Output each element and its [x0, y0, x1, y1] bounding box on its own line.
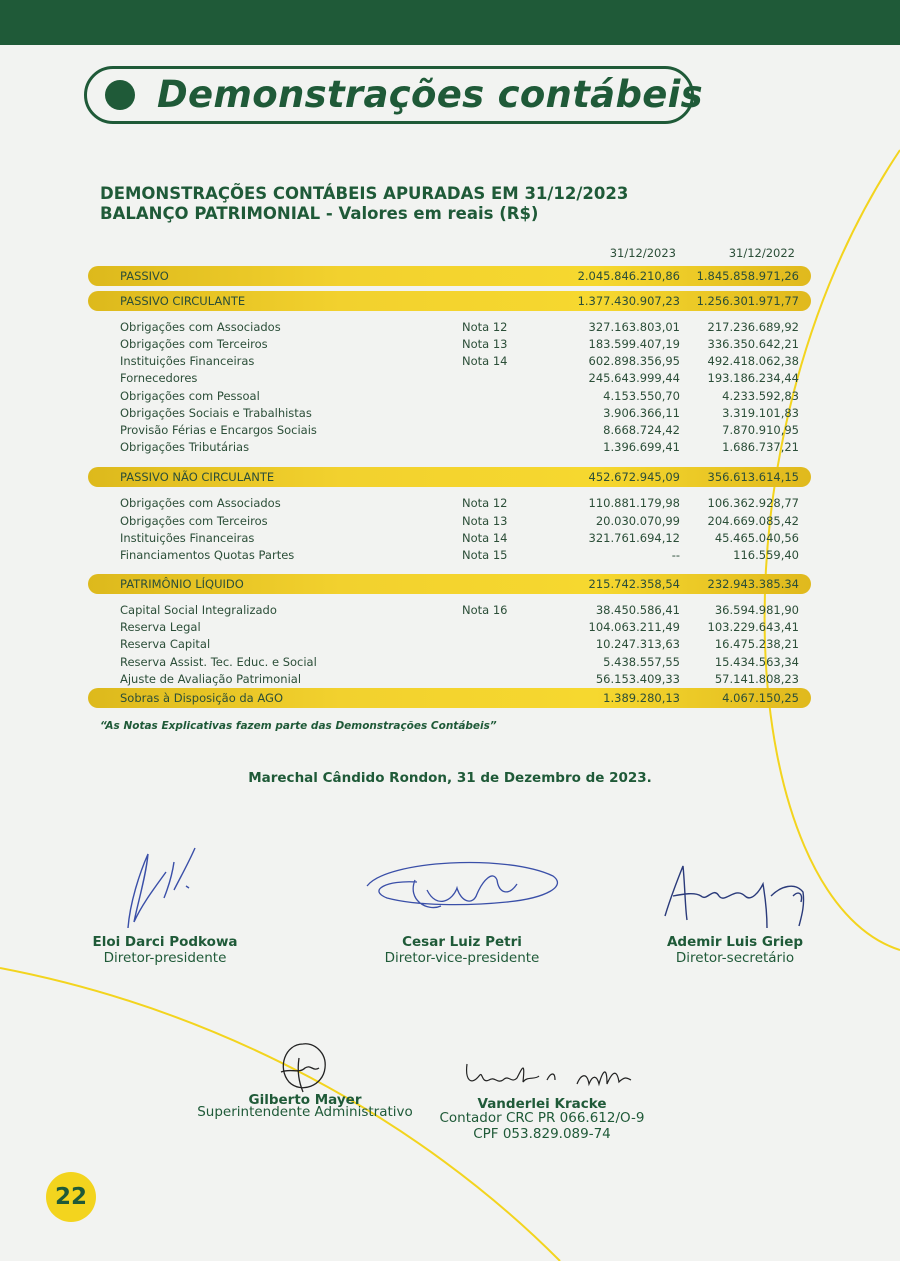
top-bar	[0, 0, 900, 45]
band-value-2023: 1.377.430.907,23	[577, 294, 680, 308]
row-value-2023: 4.153.550,70	[603, 389, 680, 403]
row-note: Nota 16	[462, 603, 508, 617]
table-row	[0, 354, 900, 371]
report-subheading: BALANÇO PATRIMONIAL - Valores em reais (R$)	[100, 204, 539, 223]
handwritten-signature-icon	[655, 856, 815, 934]
signature-block-president	[80, 842, 250, 966]
row-value-2023: 3.906.366,11	[603, 406, 680, 420]
table-row	[0, 514, 900, 531]
signatory-role: Diretor-presidente	[103, 950, 227, 966]
signatory-role: Diretor-secretário	[675, 950, 795, 966]
band-label: PASSIVO	[120, 269, 169, 283]
row-label: Obrigações Tributárias	[120, 440, 250, 454]
row-label: Instituições Financeiras	[120, 531, 255, 545]
row-label: Obrigações com Terceiros	[120, 337, 268, 351]
table-row	[0, 637, 900, 654]
handwritten-signature-icon	[357, 850, 567, 934]
section-band-sobras	[88, 688, 811, 708]
table-row	[0, 548, 900, 565]
row-value-2023: 10.247.313,63	[595, 637, 680, 651]
row-value-2023: 183.599.407,19	[588, 337, 680, 351]
band-label: PATRIMÔNIO LÍQUIDO	[120, 577, 244, 591]
footnote: “As Notas Explicativas fazem parte das Demonstrações Contábeis”	[100, 720, 497, 732]
row-value-2022: 45.465.040,56	[714, 531, 799, 545]
row-value-2023: 20.030.070,99	[595, 514, 680, 528]
handwritten-signature-icon	[447, 1056, 637, 1096]
row-value-2023: 110.881.179,98	[588, 496, 680, 510]
row-label: Obrigações com Terceiros	[120, 514, 268, 528]
signature-block-secretary	[640, 856, 830, 966]
row-value-2022: 7.870.910,95	[722, 423, 799, 437]
row-value-2023: 104.063.211,49	[588, 620, 680, 634]
row-value-2023: 245.643.999,44	[588, 371, 680, 385]
band-value-2023: 215.742.358,54	[588, 577, 680, 591]
row-value-2022: 204.669.085,42	[707, 514, 799, 528]
table-row	[0, 320, 900, 337]
band-value-2022: 4.067.150,25	[722, 691, 799, 705]
table-row	[0, 406, 900, 423]
row-value-2022: 36.594.981,90	[714, 603, 799, 617]
column-header-2023: 31/12/2023	[609, 246, 676, 260]
row-value-2022: 193.186.234,44	[707, 371, 799, 385]
row-label: Reserva Assist. Tec. Educ. e Social	[120, 655, 317, 669]
band-value-2022: 1.256.301.971,77	[696, 294, 799, 308]
table-row	[0, 672, 900, 689]
section-band-passivo	[88, 266, 811, 286]
signatory-cpf: CPF 053.829.089-74	[473, 1126, 611, 1142]
band-label: PASSIVO CIRCULANTE	[120, 294, 246, 308]
table-row	[0, 655, 900, 672]
row-label: Reserva Legal	[120, 620, 201, 634]
row-value-2022: 492.418.062,38	[707, 354, 799, 368]
report-heading: DEMONSTRAÇÕES CONTÁBEIS APURADAS EM 31/12/2023	[100, 184, 629, 203]
row-value-2023: 321.761.694,12	[588, 531, 680, 545]
row-note: Nota 14	[462, 354, 508, 368]
table-row	[0, 389, 900, 406]
band-value-2022: 356.613.614,15	[707, 470, 799, 484]
row-note: Nota 13	[462, 514, 508, 528]
band-value-2023: 2.045.846.210,86	[577, 269, 680, 283]
row-value-2023: 5.438.557,55	[603, 655, 680, 669]
handwritten-signature-icon	[100, 842, 230, 934]
row-value-2022: 57.141.808,23	[714, 672, 799, 686]
signatory-name: Eloi Darci Podkowa	[92, 934, 238, 950]
table-row	[0, 496, 900, 513]
signatory-name: Vanderlei Kracke	[477, 1096, 607, 1112]
row-note: Nota 12	[462, 320, 508, 334]
row-value-2022: 16.475.238,21	[714, 637, 799, 651]
row-value-2023: 8.668.724,42	[603, 423, 680, 437]
row-value-2022: 217.236.689,92	[707, 320, 799, 334]
page-title-pill	[84, 66, 703, 124]
signatory-role: Contador CRC PR 066.612/O-9	[439, 1110, 645, 1126]
signature-block-vice-president	[337, 850, 587, 966]
row-value-2022: 15.434.563,34	[714, 655, 799, 669]
row-value-2023: 38.450.586,41	[595, 603, 680, 617]
band-label: Sobras à Disposição da AGO	[120, 691, 284, 705]
band-value-2022: 1.845.858.971,26	[696, 269, 799, 283]
row-value-2022: 106.362.928,77	[707, 496, 799, 510]
row-note: Nota 14	[462, 531, 508, 545]
signature-block-accountant	[432, 1056, 652, 1142]
section-band-passivo-circulante	[88, 291, 811, 311]
row-value-2022: 4.233.592,83	[722, 389, 799, 403]
table-row	[0, 603, 900, 620]
table-row	[0, 423, 900, 440]
row-value-2023: 1.396.699,41	[603, 440, 680, 454]
row-value-2022: 116.559,40	[733, 548, 799, 562]
row-value-2022: 103.229.643,41	[707, 620, 799, 634]
row-label: Capital Social Integralizado	[120, 603, 277, 617]
row-label: Ajuste de Avaliação Patrimonial	[120, 672, 302, 686]
signatory-role: Superintendente Administrativo	[197, 1104, 413, 1120]
row-label: Obrigações com Associados	[120, 320, 281, 334]
column-header-2022: 31/12/2022	[728, 246, 795, 260]
row-note: Nota 15	[462, 548, 508, 562]
band-label: PASSIVO NÃO CIRCULANTE	[120, 470, 275, 484]
row-label: Reserva Capital	[120, 637, 211, 651]
page-title: Demonstrações contábeis	[157, 73, 703, 116]
row-label: Obrigações Sociais e Trabalhistas	[120, 406, 312, 420]
row-label: Instituições Financeiras	[120, 354, 255, 368]
signatory-name: Ademir Luis Griep	[666, 934, 804, 950]
row-label: Provisão Férias e Encargos Sociais	[120, 423, 317, 437]
table-row	[0, 531, 900, 548]
section-band-passivo-nao-circulante	[88, 467, 811, 487]
row-value-2023: 327.163.803,01	[588, 320, 680, 334]
row-value-2023: 56.153.409,33	[595, 672, 680, 686]
row-note: Nota 12	[462, 496, 508, 510]
table-row	[0, 337, 900, 354]
bullet-icon	[105, 80, 135, 110]
row-label: Obrigações com Associados	[120, 496, 281, 510]
table-row	[0, 371, 900, 388]
signatory-name: Cesar Luiz Petri	[402, 934, 522, 950]
band-value-2022: 232.943.385.34	[707, 577, 799, 591]
row-value-2022: 1.686.737,21	[722, 440, 799, 454]
row-value-2022: 3.319.101,83	[722, 406, 799, 420]
band-value-2023: 1.389.280,13	[603, 691, 680, 705]
place-date: Marechal Cândido Rondon, 31 de Dezembro de 2023.	[248, 770, 652, 786]
row-value-2023: --	[671, 548, 680, 562]
section-band-patrimonio-liquido	[88, 574, 811, 594]
signatory-role: Diretor-vice-presidente	[384, 950, 540, 966]
signatory-name: Gilberto Mayer	[248, 1092, 362, 1108]
table-row	[0, 620, 900, 637]
row-label: Fornecedores	[120, 371, 198, 385]
table-row	[0, 440, 900, 457]
row-value-2023: 602.898.356,95	[588, 354, 680, 368]
row-label: Obrigações com Pessoal	[120, 389, 260, 403]
row-note: Nota 13	[462, 337, 508, 351]
handwritten-signature-icon	[265, 1038, 345, 1096]
band-value-2023: 452.672.945,09	[588, 470, 680, 484]
row-label: Financiamentos Quotas Partes	[120, 548, 295, 562]
signature-block-superintendent	[190, 1038, 420, 1120]
row-value-2022: 336.350.642,21	[707, 337, 799, 351]
page-number: 22	[46, 1172, 96, 1222]
